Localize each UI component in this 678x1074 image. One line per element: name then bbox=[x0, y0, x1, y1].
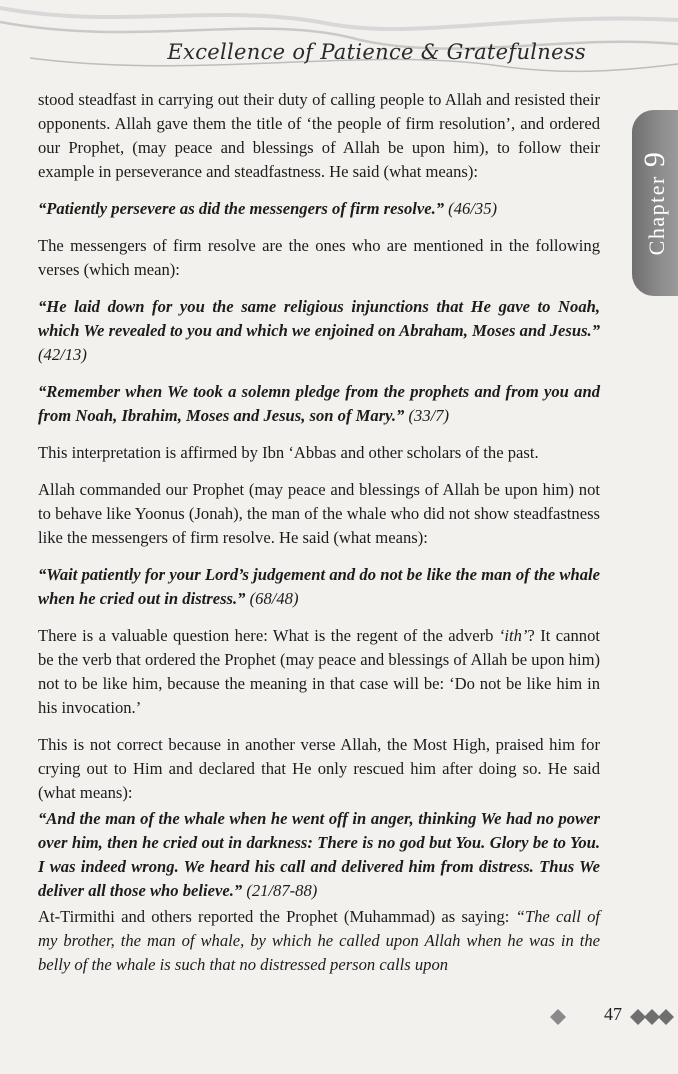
verse-reference: (68/48) bbox=[245, 589, 299, 608]
body-paragraph: Allah commanded our Prophet (may peace and blessings of Allah be upon him) not to behave like Yoonus (Jonah), the man of the whale who did not show steadfastness like the messengers of firm resolve. He said (what means): bbox=[38, 480, 600, 547]
body-paragraph: This is not correct because in another verse Allah, the Most High, praised him for crying out to Him and declared that He only rescued him after doing so. He said (what means): bbox=[38, 735, 600, 802]
quran-verse bbox=[38, 807, 600, 903]
body-paragraph bbox=[38, 905, 600, 977]
chapter-tab-label bbox=[638, 151, 672, 256]
verse-text: “Patiently persevere as did the messengers of firm resolve.” bbox=[38, 199, 445, 218]
verse-text: “Wait patiently for your Lord’s judgement and do not be like the man of the whale when he cried out in distress.” bbox=[38, 565, 600, 608]
running-title: Excellence of Patience & Gratefulness bbox=[167, 40, 586, 64]
verse-reference: (42/13) bbox=[38, 345, 87, 364]
italic-text: ‘ith’ bbox=[498, 626, 528, 645]
verse-text: “And the man of the whale when he went off in anger, thinking We had no power over him, then he cried out in darkness: There is no god but You. Glory be to You. I was indeed wrong. We heard his call and delivered him from distress. Thus We deliver all those who believe.” bbox=[38, 809, 600, 900]
paragraph-text: There is a valuable question here: What is the regent of the adverb bbox=[38, 626, 499, 645]
quran-verse bbox=[38, 563, 600, 611]
quran-verse bbox=[38, 295, 600, 367]
italic-text: “The call of my brother, the man of whale, by which he called upon Allah when he was in the belly of the whale is such that no distressed person calls upon bbox=[38, 907, 600, 974]
body-paragraph: The messengers of firm resolve are the ones who are mentioned in the following verses (which mean): bbox=[38, 236, 600, 279]
chapter-word: Chapter bbox=[644, 175, 669, 256]
paragraph-text: ? It cannot be the verb that ordered the Prophet (may peace and blessings of Allah be upon him) not to be like him, because the meaning in that case will be: ‘Do not be like him in his invocation.’ bbox=[38, 626, 600, 717]
body-paragraph: This interpretation is affirmed by Ibn ‘Abbas and other scholars of the past. bbox=[38, 443, 539, 462]
body-paragraph bbox=[38, 624, 600, 720]
body-text bbox=[38, 88, 600, 990]
verse-text: “He laid down for you the same religious injunctions that He gave to Noah, which We revealed to you and which we enjoined on Abraham, Moses and Jesus.” bbox=[38, 297, 600, 340]
body-paragraph: stood steadfast in carrying out their duty of calling people to Allah and resisted their opponents. Allah gave them the title of ‘the people of firm resolution’, and ordered our Prophet, (may peace and blessings of Allah be upon him), to follow their example in perseverance and steadfastness. He said (what means): bbox=[38, 90, 600, 181]
quran-verse bbox=[38, 380, 600, 428]
paragraph-text: At-Tirmithi and others reported the Prophet (Muhammad) as saying: bbox=[38, 907, 516, 926]
diamond-icon bbox=[658, 1009, 674, 1025]
chapter-number: 9 bbox=[638, 150, 671, 168]
verse-text: “Remember when We took a solemn pledge from the prophets and from you and from Noah, Ibrahim, Moses and Jesus, son of Mary.” bbox=[38, 382, 600, 425]
diamond-icon bbox=[550, 1009, 566, 1025]
verse-reference: (33/7) bbox=[404, 406, 450, 425]
verse-reference: (21/87-88) bbox=[242, 881, 318, 900]
verse-reference: (46/35) bbox=[444, 199, 498, 218]
chapter-tab bbox=[632, 110, 678, 296]
page-number: 47 bbox=[604, 1004, 622, 1024]
quran-verse bbox=[38, 197, 600, 221]
diamond-icon bbox=[644, 1009, 660, 1025]
diamond-icon bbox=[630, 1009, 646, 1025]
